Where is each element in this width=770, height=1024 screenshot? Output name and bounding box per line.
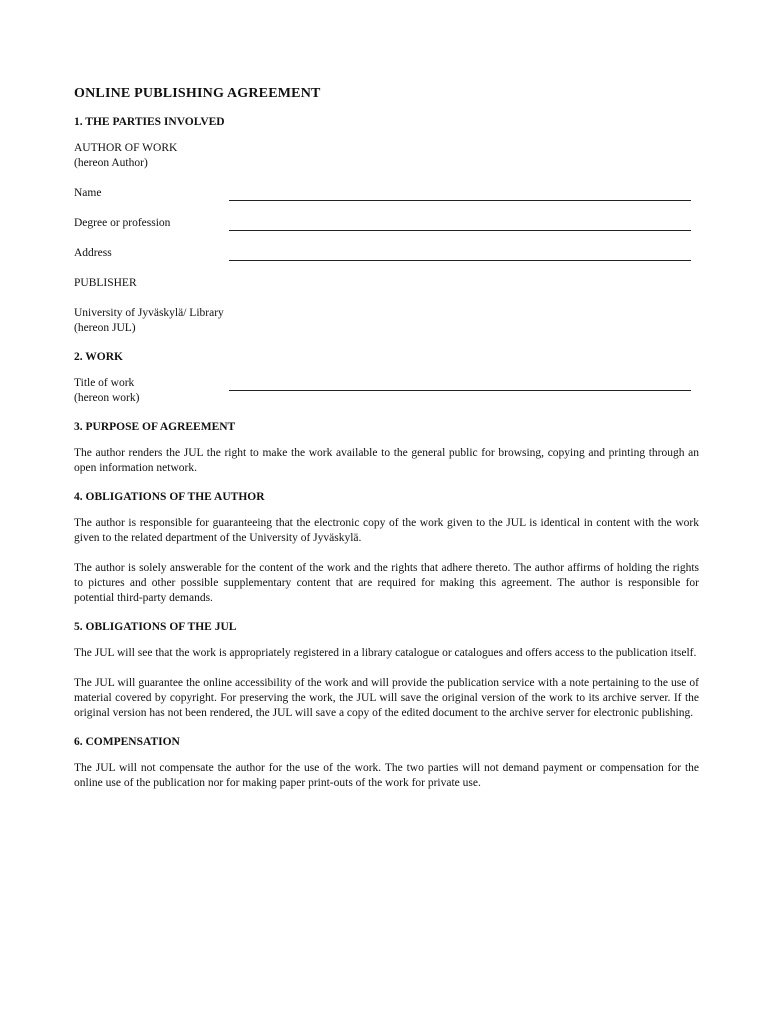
section-4-paragraph-2: The author is solely answerable for the content of the work and the rights that adhere thereto. The author affirms of holding the rights to pictures and other possible supplementary content that are required for making this agreement. The author is responsible for potential third-party demands. xyxy=(74,562,699,604)
section-5-paragraph-2: The JUL will guarantee the online accessibility of the work and will provide the publication service with a note pertaining to the use of material covered by copyright. For preserving the work, the JUL will save the original version of the work to its archive server. If the original version has not been rendered, the JUL will save a copy of the edited document to the archive server for electronic publishing. xyxy=(74,677,699,719)
title-field-row xyxy=(74,376,699,406)
section-3-paragraph-1: The author renders the JUL the right to make the work available to the general public for browsing, copying and printing through an open information network. xyxy=(74,447,699,474)
degree-field-row xyxy=(74,216,699,231)
name-label: Name xyxy=(74,187,102,199)
title-note: (hereon work) xyxy=(74,392,140,404)
section-6-heading: 6. COMPENSATION xyxy=(74,736,180,748)
section-5-paragraph-1: The JUL will see that the work is appropriately registered in a library catalogue or catalogues and offers access to the publication itself. xyxy=(74,647,697,659)
publisher-note: (hereon JUL) xyxy=(74,322,136,334)
degree-label: Degree or profession xyxy=(74,217,171,229)
address-field-row xyxy=(74,246,699,261)
publisher-block xyxy=(74,306,699,336)
section-5-heading: 5. OBLIGATIONS OF THE JUL xyxy=(74,621,237,633)
section-1-heading: 1. THE PARTIES INVOLVED xyxy=(74,116,225,128)
section-6-paragraph-1: The JUL will not compensate the author for the use of the work. The two parties will not demand payment or compensation for the online use of the publication nor for making paper print-outs of the work for private use. xyxy=(74,762,699,789)
publisher-name: University of Jyväskylä/ Library xyxy=(74,307,224,319)
author-note: (hereon Author) xyxy=(74,157,148,169)
title-field[interactable] xyxy=(229,376,691,391)
section-3-heading: 3. PURPOSE OF AGREEMENT xyxy=(74,421,236,433)
name-field-row xyxy=(74,186,699,201)
address-field[interactable] xyxy=(229,246,691,261)
address-label: Address xyxy=(74,247,112,259)
section-2-heading: 2. WORK xyxy=(74,351,123,363)
publisher-label: PUBLISHER xyxy=(74,277,137,289)
agreement-page xyxy=(74,86,699,806)
title-label: Title of work xyxy=(74,377,135,389)
author-label: AUTHOR OF WORK xyxy=(74,142,178,154)
author-block xyxy=(74,141,699,171)
name-field[interactable] xyxy=(229,186,691,201)
section-4-heading: 4. OBLIGATIONS OF THE AUTHOR xyxy=(74,491,265,503)
degree-field[interactable] xyxy=(229,216,691,231)
section-4-paragraph-1: The author is responsible for guaranteeing that the electronic copy of the work given to the JUL is identical in content with the work given to the related department of the University of Jyväskylä. xyxy=(74,517,699,544)
document-title: ONLINE PUBLISHING AGREEMENT xyxy=(74,86,321,101)
title-label-block xyxy=(74,376,229,406)
